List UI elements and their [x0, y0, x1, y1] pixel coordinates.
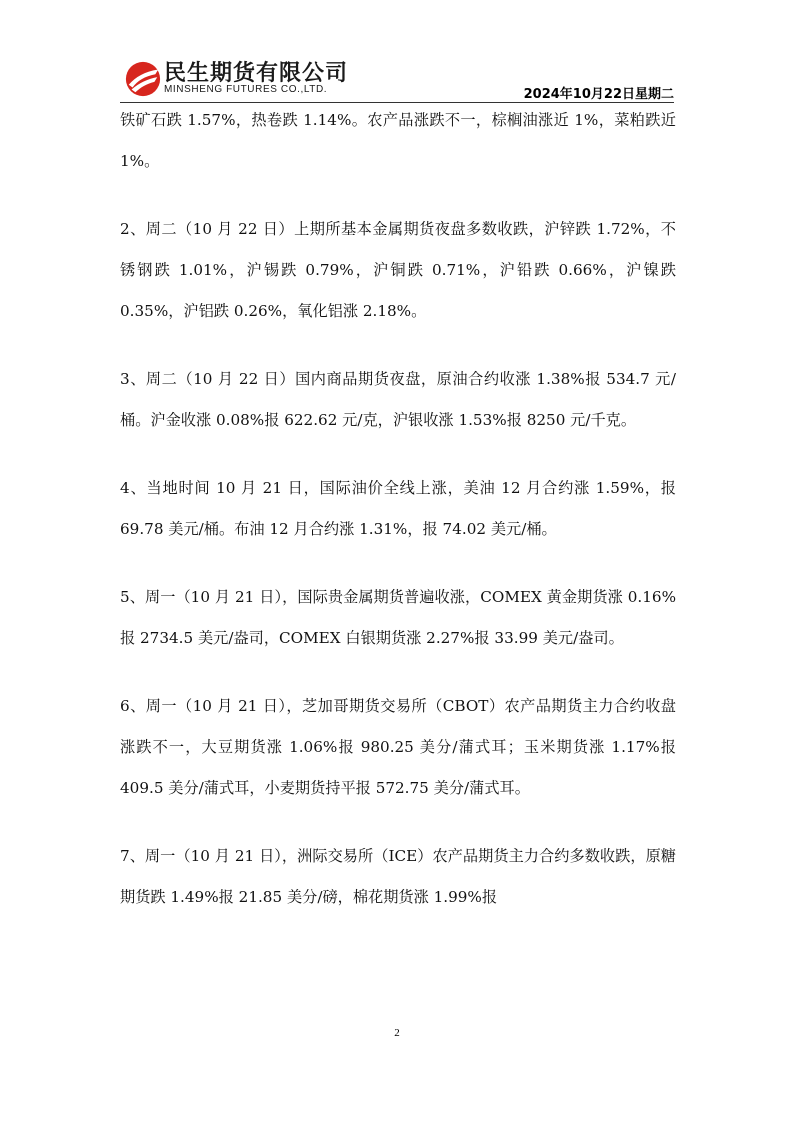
- minsheng-logo-icon: [124, 60, 162, 98]
- paragraph-continued: 铁矿石跌 1.57%，热卷跌 1.14%。农产品涨跌不一，棕榈油涨近 1%，菜粕跌近 1%。: [120, 111, 676, 170]
- logo-english-name: MINSHENG FUTURES CO.,LTD.: [164, 84, 328, 95]
- logo-chinese-name: 民生期货有限公司: [164, 61, 349, 86]
- paragraph-item-2: 2、周二（10 月 22 日）上期所基本金属期货夜盘多数收跌，沪锌跌 1.72%，不锈钢跌 1.01%，沪锡跌 0.79%，沪铜跌 0.71%，沪铅跌 0.66%，沪镍跌 0.35%，沪铝跌 0.26%，氧化铝涨 2.18%。: [120, 220, 676, 320]
- paragraph-item-3: 3、周二（10 月 22 日）国内商品期货夜盘，原油合约收涨 1.38%报 534.7 元/桶。沪金收涨 0.08%报 622.62 元/克，沪银收涨 1.53%报 8250 元/千克。: [120, 370, 676, 429]
- company-logo: [120, 56, 370, 102]
- paragraph-item-5: 5、周一（10 月 21 日），国际贵金属期货普遍收涨，COMEX 黄金期货涨 0.16%报 2734.5 美元/盎司，COMEX 白银期货涨 2.27%报 33.99 美元/盎司。: [120, 588, 676, 647]
- page-number: 2: [394, 1027, 400, 1039]
- paragraph-item-7: 7、周一（10 月 21 日），洲际交易所（ICE）农产品期货主力合约多数收跌，原糖期货跌 1.49%报 21.85 美分/磅，棉花期货涨 1.99%报: [120, 847, 676, 906]
- document-body: [120, 100, 676, 945]
- report-date: 2024年10月22日星期二: [523, 87, 674, 102]
- paragraph-item-6: 6、周一（10 月 21 日），芝加哥期货交易所（CBOT）农产品期货主力合约收盘涨跌不一，大豆期货涨 1.06%报 980.25 美分/蒲式耳；玉米期货涨 1.17%报 409.5 美分/蒲式耳，小麦期货持平报 572.75 美分/蒲式耳。: [120, 697, 676, 797]
- page-header: [120, 56, 674, 104]
- paragraph-item-4: 4、当地时间 10 月 21 日，国际油价全线上涨，美油 12 月合约涨 1.59%，报 69.78 美元/桶。布油 12 月合约涨 1.31%，报 74.02 美元/桶。: [120, 479, 676, 538]
